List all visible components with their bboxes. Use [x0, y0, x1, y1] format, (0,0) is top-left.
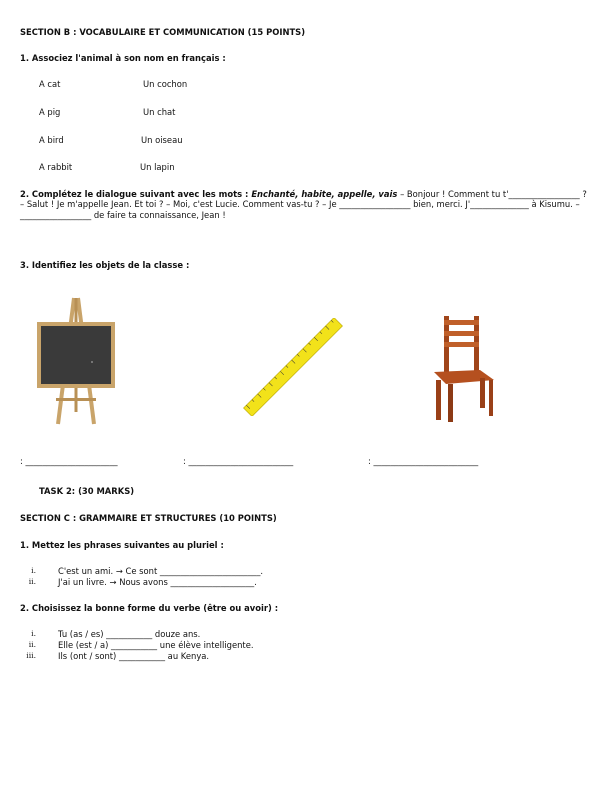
list-item: Elle (est / a) ___________ une élève intelligente.	[58, 640, 254, 650]
list-item: Tu (as / es) ___________ douze ans.	[58, 629, 201, 639]
animal-fr: Un chat	[143, 107, 176, 117]
q2-intro: 2. Complétez le dialogue suivant avec les mots :	[20, 189, 252, 199]
task2-title: TASK 2: (30 MARKS)	[39, 486, 135, 496]
animal-en: A pig	[39, 107, 61, 117]
chair-image	[430, 314, 498, 424]
list-item: C'est un ami. → Ce sont ________________________.	[58, 566, 264, 576]
section-c-title: SECTION C : GRAMMAIRE ET STRUCTURES (10 POINTS)	[20, 513, 277, 523]
q3-blank[interactable]: : _________________________	[368, 456, 479, 466]
c-q1-title: 1. Mettez les phrases suivantes au pluriel :	[20, 540, 224, 550]
q3-title: 3. Identifiez les objets de la classe :	[20, 260, 190, 270]
animal-en: A bird	[39, 135, 64, 145]
list-number: iii.	[26, 651, 36, 660]
animal-en: A rabbit	[39, 162, 73, 172]
list-number: ii.	[28, 577, 36, 586]
animal-fr: Un cochon	[143, 79, 188, 89]
animal-en: A cat	[39, 79, 61, 89]
q3-blank[interactable]: : _________________________	[183, 456, 294, 466]
list-number: ii.	[28, 640, 36, 649]
q2-text: – Bonjour ! Comment tu t'_________________ ? – Salut ! Je m'appelle Jean. Et toi ? – Moi, c'est Lucie. Comment vas-tu ? – Je _________________ bien, merci. J'______________ à Kisumu. – _________________ de faire ta connaissance, Jean !	[20, 189, 587, 220]
q2-words: Enchanté, habite, appelle, vais	[251, 189, 398, 199]
list-item: J'ai un livre. → Nous avons ____________________.	[58, 577, 257, 587]
animal-fr: Un lapin	[140, 162, 175, 172]
chalkboard-easel-image	[34, 294, 118, 428]
q2-dialogue	[20, 189, 592, 220]
list-item: Ils (ont / sont) ___________ au Kenya.	[58, 651, 210, 661]
q1-title: 1. Associez l'animal à son nom en français :	[20, 53, 226, 63]
ruler-image	[243, 318, 343, 416]
animal-fr: Un oiseau	[141, 135, 183, 145]
c-q2-title: 2. Choisissez la bonne forme du verbe (être ou avoir) :	[20, 603, 279, 613]
list-number: i.	[31, 629, 36, 638]
list-number: i.	[31, 566, 36, 575]
q3-blank[interactable]: : ______________________	[20, 456, 118, 466]
section-b-title: SECTION B : VOCABULAIRE ET COMMUNICATION (15 POINTS)	[20, 27, 306, 37]
